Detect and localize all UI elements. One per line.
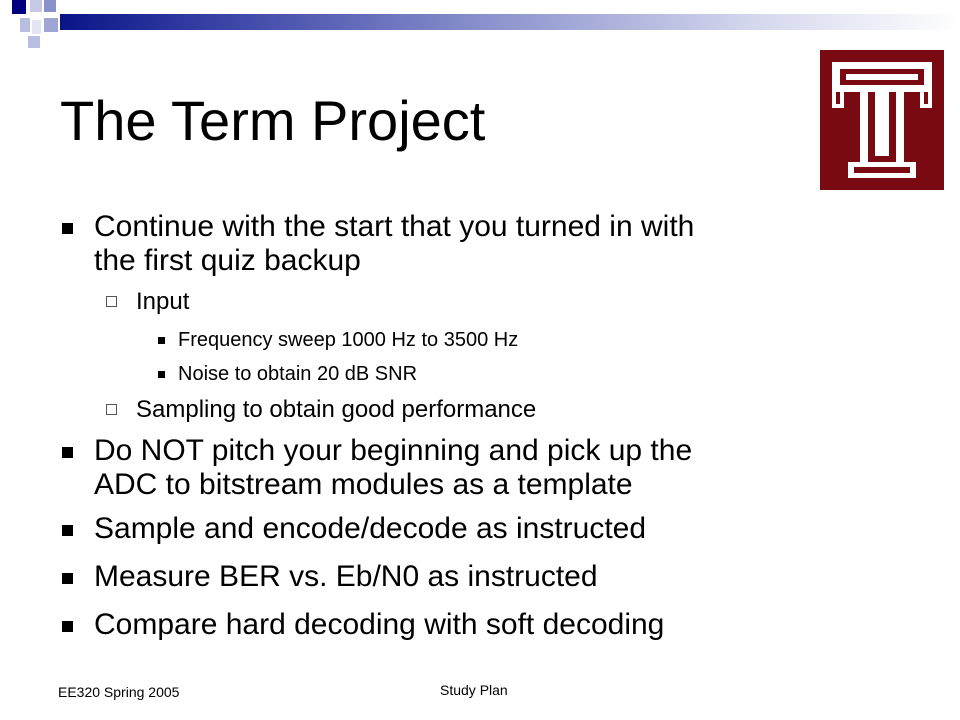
square-bullet-icon — [62, 223, 73, 234]
bullet-text-line: Continue with the start that you turned in with — [94, 210, 695, 243]
square-bullet-icon — [62, 447, 73, 458]
header-square-decoration — [44, 0, 56, 12]
square-bullet-icon — [158, 371, 165, 378]
bullet-item-level-1 — [94, 434, 692, 502]
bullet-text-line: Measure BER vs. Eb/N0 as instructed — [94, 560, 598, 593]
header-square-decoration — [20, 18, 30, 32]
square-bullet-icon — [62, 573, 73, 584]
bullet-text-line: ADC to bitstream modules as a template — [94, 468, 633, 501]
header-square-decoration — [28, 36, 40, 48]
header-square-decoration — [12, 0, 26, 14]
header-square-decoration — [30, 0, 42, 12]
bullet-text-line: the first quiz backup — [94, 244, 361, 277]
bullet-item-level-1 — [94, 210, 694, 278]
bullet-item-level-1 — [94, 560, 598, 594]
bullet-text-line: Compare hard decoding with soft decoding — [94, 608, 665, 641]
bullet-item-level-3 — [178, 362, 417, 386]
bullet-item-level-3 — [178, 328, 518, 352]
temple-t-logo-icon — [820, 50, 944, 190]
hollow-square-bullet-icon — [106, 296, 117, 307]
bullet-item-level-1 — [94, 608, 664, 642]
bullet-text-line: Sample and encode/decode as instructed — [94, 512, 647, 545]
bullet-item-level-2 — [136, 396, 536, 424]
bullet-text-line: Do NOT pitch your beginning and pick up the — [94, 434, 693, 467]
square-bullet-icon — [158, 337, 165, 344]
hollow-square-bullet-icon — [106, 404, 117, 415]
bullet-item-level-2 — [136, 288, 189, 316]
square-bullet-icon — [62, 621, 73, 632]
footer-course-label: EE320 Spring 2005 — [58, 684, 180, 700]
bullet-text-line: Sampling to obtain good performance — [136, 396, 537, 423]
header-gradient-bar — [60, 14, 960, 30]
header-square-decoration — [32, 20, 41, 34]
slide-title: The Term Project — [60, 89, 486, 152]
bullet-text-line: Noise to obtain 20 dB SNR — [178, 363, 418, 385]
footer-section-label: Study Plan — [440, 682, 508, 698]
bullet-text-line: Input — [136, 288, 190, 315]
header-square-decoration — [44, 18, 58, 32]
bullet-text-line: Frequency sweep 1000 Hz to 3500 Hz — [178, 329, 519, 351]
bullet-item-level-1 — [94, 512, 646, 546]
square-bullet-icon — [62, 525, 73, 536]
